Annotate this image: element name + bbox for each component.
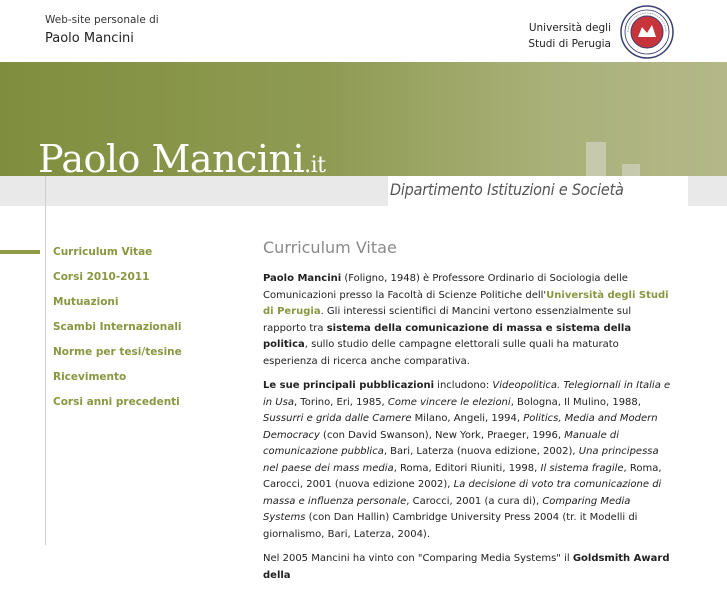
pub-text-8: , Carocci, 2001 (a cura di),: [406, 495, 543, 507]
header-banner: [0, 62, 727, 176]
pub-title-7: Il sistema fragile: [540, 462, 624, 474]
bio-name: Paolo Mancini: [263, 273, 342, 284]
site-owner-name[interactable]: Paolo Mancini: [45, 31, 134, 46]
top-header: [0, 0, 727, 62]
nav-active-indicator: [0, 250, 40, 254]
pub-title-6: Una principessa nel paese dei mass media: [263, 446, 659, 474]
pub-title-8: La decisione di voto tra comunicazione di massa e influenza personale: [263, 479, 662, 507]
nav-item-scambi-internazionali[interactable]: Scambi Internazionali: [53, 321, 182, 333]
sidebar-nav: [53, 245, 182, 420]
pub-title-3: Sussurri e grida dalle Camere: [263, 413, 412, 424]
university-seal-icon[interactable]: [620, 5, 674, 59]
pub-title-1: Videopolitica. Telegiornali in Italia e in Usa: [263, 380, 671, 408]
pub-text-2: , Bologna, Il Mulino, 1988,: [510, 396, 641, 408]
bio-text-1: (Foligno, 1948) è Professore Ordinario di Sociologia delle Comunicazioni presso la Facoltà di Scienze Politiche dell': [263, 273, 628, 301]
site-subtitle: Web-site personale di: [45, 14, 159, 26]
pub-text-0: includono:: [434, 380, 493, 391]
department-name[interactable]: Dipartimento Istituzioni e Società: [390, 180, 624, 199]
nav-item-mutuazioni[interactable]: Mutuazioni: [53, 296, 119, 308]
pub-title-2: Come vincere le elezioni: [387, 396, 511, 408]
pub-text-9: (con Dan Hallin) Cambridge University Press 2004 (tr. it Modelli di giornalismo, Bari, Laterza, 2004).: [263, 512, 638, 540]
nav-item-curriculum-vitae[interactable]: Curriculum Vitae: [53, 246, 153, 258]
main-content: [263, 238, 675, 592]
nav-item-corsi-anni-precedenti[interactable]: Corsi anni precedenti: [53, 396, 180, 408]
award-text: Nel 2005 Mancini ha vinto con "Comparing Media Systems" il: [263, 553, 573, 564]
publications-paragraph: [263, 378, 675, 543]
university-name-line2: Studi di Perugia: [528, 38, 611, 50]
university-link[interactable]: Università degli Studi di Perugia: [263, 289, 669, 317]
university-name-line1: Università degli: [528, 22, 611, 34]
bio-paragraph: [263, 271, 675, 370]
nav-item-corsi-2010-2011[interactable]: Corsi 2010-2011: [53, 271, 150, 283]
bio-bold-topic: sistema della comunicazione di massa e sistema della politica: [263, 322, 632, 350]
banner-title-domain: .it: [304, 153, 326, 176]
page-title: Curriculum Vitae: [263, 238, 397, 257]
award-paragraph: [263, 551, 675, 584]
pub-title-4: Politics, Media and Modern Democracy: [263, 413, 658, 441]
pub-text-4: (con David Swanson), New York, Praeger, 1996,: [319, 429, 565, 441]
sidebar-divider: [45, 176, 46, 545]
pub-text-5: , Bari, Laterza (nuova edizione, 2002),: [383, 446, 579, 457]
bio-text-2: . Gli interessi scientifici di Mancini vertono essenzialmente sul rapporto tra: [263, 306, 632, 334]
pub-title-9: Comparing Media Systems: [263, 495, 631, 523]
nav-item-norme-tesi[interactable]: Norme per tesi/tesine: [53, 346, 182, 358]
bio-text-3: , sullo studio delle campagne elettorali sulle quali ha maturato esperienza di ricerca anche comparativa.: [263, 339, 619, 367]
university-name[interactable]: [528, 20, 611, 52]
dis-logo-icon: [548, 124, 688, 176]
banner-title: [38, 137, 325, 176]
publications-lead: Le sue principali pubblicazioni: [263, 380, 434, 391]
banner-title-main: Paolo Mancini: [38, 137, 305, 176]
pub-title-5: Manuale di comunicazione pubblica: [263, 429, 620, 457]
nav-item-ricevimento[interactable]: Ricevimento: [53, 371, 127, 383]
award-name: Goldsmith Award della: [263, 553, 670, 581]
pub-text-6: , Roma, Editori Riuniti, 1998,: [393, 462, 541, 474]
pub-text-1: , Torino, Eri, 1985,: [293, 396, 388, 408]
pub-text-7: , Roma, Carocci, 2001 (nuova edizione 2002),: [263, 462, 662, 490]
pub-text-3: Milano, Angeli, 1994,: [411, 413, 524, 424]
